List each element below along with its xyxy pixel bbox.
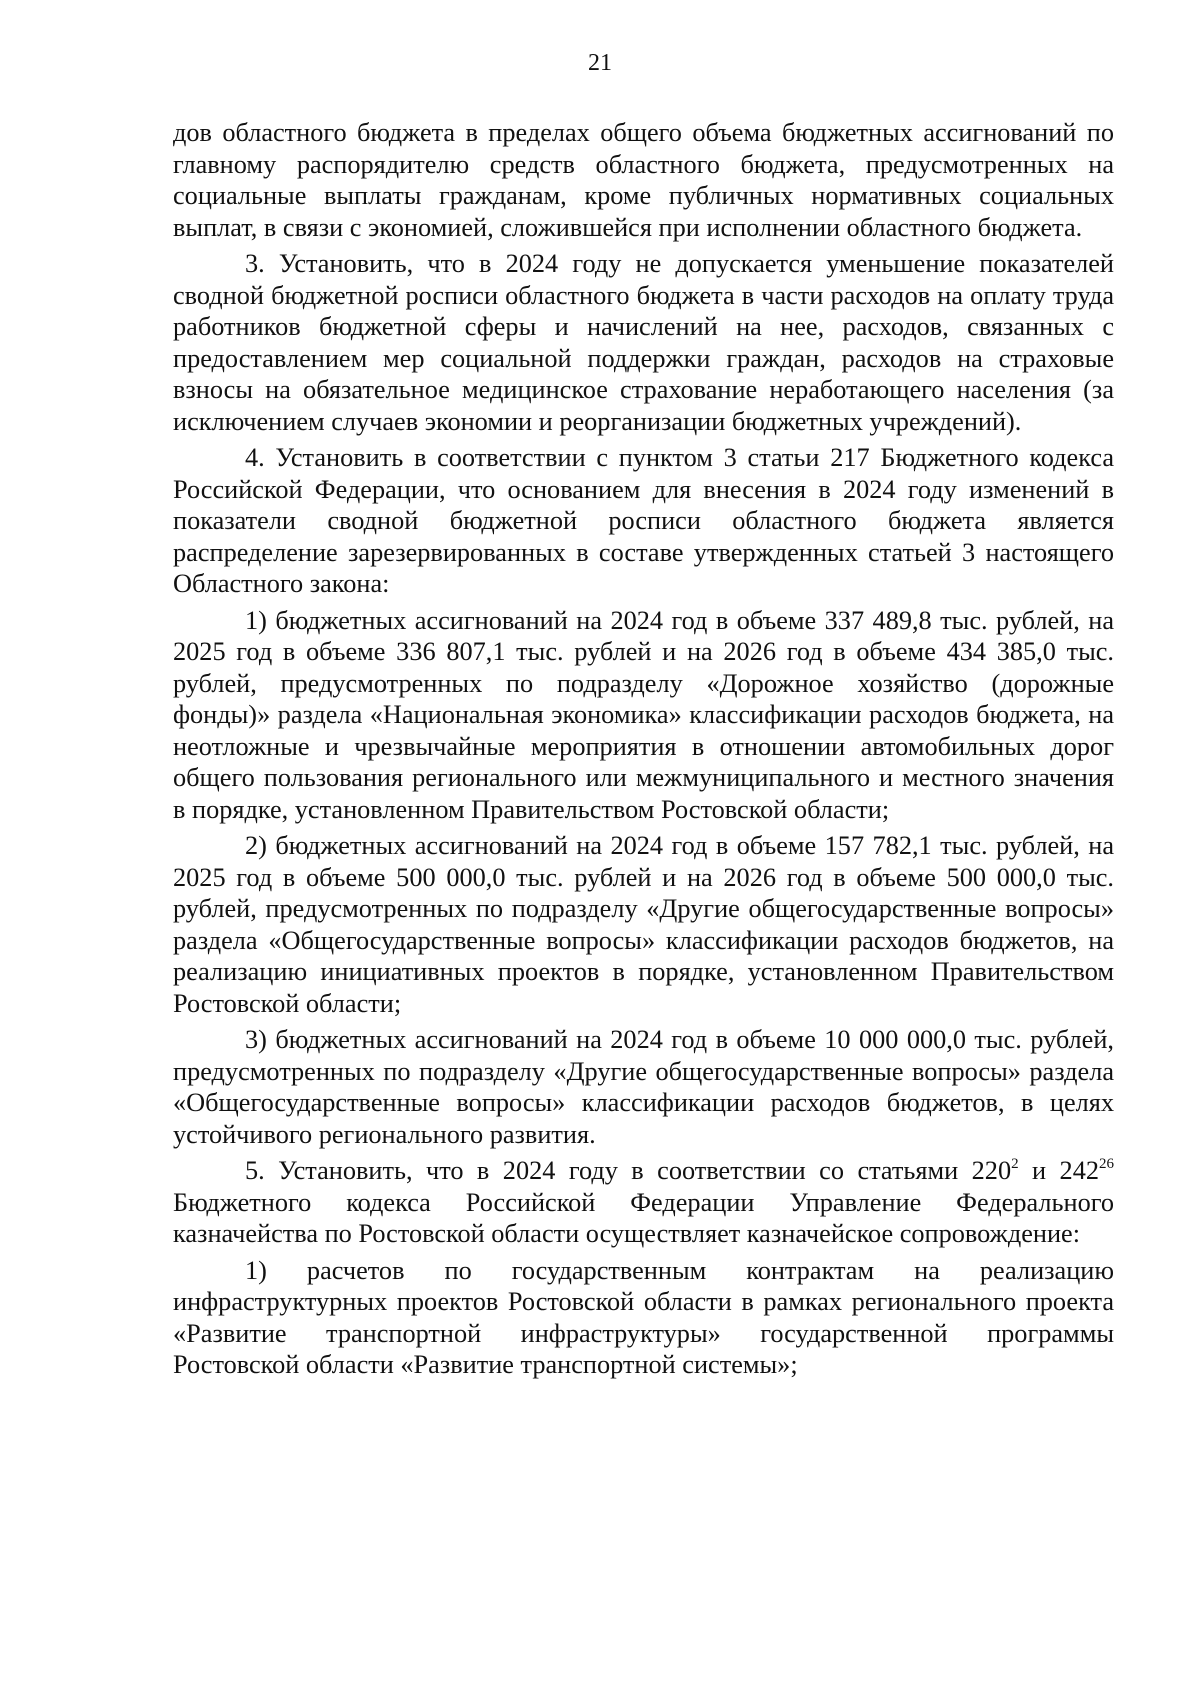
paragraph-item-5-text-c: Бюджетного кодекса Российской Федерации Управление Федерального казначейства по Ростовской области осуществляет казначейское сопровождение:	[173, 1187, 1114, 1248]
paragraph-item-3: 3. Установить, что в 2024 году не допускается уменьшение показателей сводной бюджетной росписи областного бюджета в части расходов на оплату труда работников бюджетной сферы и начислений на нее, расходов, связанных с предоставлением мер социальной поддержки граждан, расходов на страховые взносы на обязательное медицинское страхование неработающего населения (за исключением случаев экономии и реорганизации бюджетных учреждений).	[173, 249, 1114, 436]
paragraph-subitem-5-1: 1) расчетов по государственным контрактам на реализацию инфраструктурных проектов Ростовской области в рамках регионального проекта «Развитие транспортной инфраструктуры» государственной программы Ростовской области «Развитие транспортной системы»;	[173, 1255, 1114, 1379]
paragraph-item-4: 4. Установить в соответствии с пунктом 3 статьи 217 Бюджетного кодекса Российской Федерации, что основанием для внесения в 2024 году изменений в показатели сводной бюджетной росписи областного бюджета является распределение зарезервированных в составе утвержденных статьей 3 настоящего Областного закона:	[173, 443, 1114, 598]
paragraph-item-5-text-b: и 242	[1018, 1156, 1099, 1185]
paragraph-subitem-4-1: 1) бюджетных ассигнований на 2024 год в объеме 337 489,8 тыс. рублей, на 2025 год в объеме 336 807,1 тыс. рублей и на 2026 год в объеме 434 385,0 тыс. рублей, предусмотренных по подразделу «Дорожное хозяйство (дорожные фонды)» раздела «Национальная экономика» классификации расходов бюджета, на неотложные и чрезвычайные мероприятия в отношении автомобильных дорог общего пользования регионального или межмуниципального и местного значения в порядке, установленном Правительством Ростовской области;	[173, 605, 1114, 824]
superscript-242-26: 26	[1099, 1156, 1114, 1172]
paragraph-item-5-text-a: 5. Установить, что в 2024 году в соответствии со статьями 220	[245, 1156, 1012, 1185]
paragraph-subitem-4-3: 3) бюджетных ассигнований на 2024 год в объеме 10 000 000,0 тыс. рублей, предусмотренных по подразделу «Другие общегосударственные вопросы» раздела «Общегосударственные вопросы» классификации расходов бюджетов, в целях устойчивого регионального развития.	[173, 1025, 1114, 1149]
superscript-220-2: 2	[1011, 1156, 1019, 1172]
paragraph-item-5	[173, 1155, 1114, 1250]
document-body	[173, 117, 1114, 1386]
paragraph-continuation: дов областного бюджета в пределах общего объема бюджетных ассигнований по главному распорядителю средств областного бюджета, предусмотренных на социальные выплаты гражданам, кроме публичных нормативных социальных выплат, в связи с экономией, сложившейся при исполнении областного бюджета.	[173, 118, 1114, 242]
paragraph-subitem-4-2: 2) бюджетных ассигнований на 2024 год в объеме 157 782,1 тыс. рублей, на 2025 год в объеме 500 000,0 тыс. рублей и на 2026 год в объеме 500 000,0 тыс. рублей, предусмотренных по подразделу «Другие общегосударственные вопросы» раздела «Общегосударственные вопросы» классификации расходов бюджетов, на реализацию инициативных проектов в порядке, установленном Правительством Ростовской области;	[173, 831, 1114, 1018]
page-number: 21	[588, 50, 612, 76]
